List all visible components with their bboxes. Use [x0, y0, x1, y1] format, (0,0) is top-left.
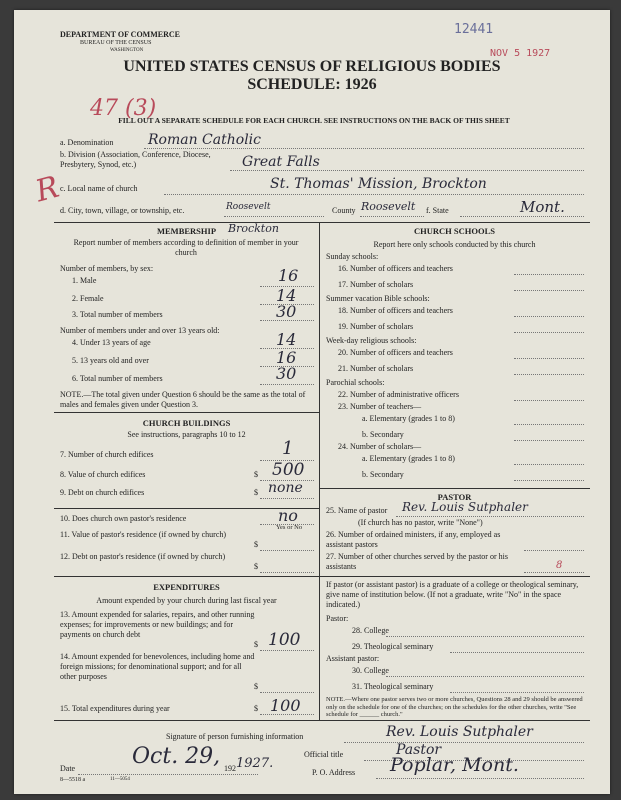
- red-handwritten-mark: 47 (3): [90, 96, 157, 121]
- form-title: UNITED STATES CENSUS OF RELIGIOUS BODIES: [123, 58, 501, 75]
- q24a-label: a. Elementary (grades 1 to 8): [362, 454, 455, 463]
- q15-value: 100: [270, 696, 301, 715]
- census-schedule-sheet: [14, 10, 610, 794]
- date-label: Date: [60, 764, 76, 773]
- serial-number: 12441: [454, 22, 494, 37]
- q14-dollar: $: [254, 682, 258, 691]
- divider-college: [319, 576, 590, 577]
- q11-dollar: $: [254, 540, 258, 549]
- q26-label: 26. Number of ordained ministers, if any, employed as assistant pastors: [326, 530, 501, 549]
- expenditures-intro: Amount expended by your church during last fiscal year: [96, 596, 277, 605]
- q5-value: 16: [276, 348, 297, 367]
- q25-label: 25. Name of pastor: [326, 506, 388, 515]
- weekday-heading: Week-day religious schools:: [326, 336, 417, 345]
- state-value: Mont.: [520, 198, 565, 216]
- date-value: Oct. 29,: [132, 744, 221, 769]
- q3-label: 3. Total number of members: [72, 310, 163, 319]
- department-label: DEPARTMENT OF COMMERCE: [60, 30, 181, 39]
- q25-value: Rev. Louis Sutphaler: [402, 500, 528, 514]
- division-label: b. Division (Association, Conference, Diocese, Presbytery, Synod, etc.): [60, 150, 211, 169]
- po-address-value: Poplar, Mont.: [390, 754, 519, 776]
- q1-value: 16: [278, 266, 299, 285]
- q31-label: 31. Theological seminary: [352, 682, 434, 691]
- grid-center-line: [319, 222, 320, 720]
- denomination-value: Roman Catholic: [148, 132, 261, 148]
- signature-value: Rev. Louis Sutphaler: [386, 724, 533, 740]
- q23a-label: a. Elementary (grades 1 to 8): [362, 414, 455, 423]
- q17-label: 17. Number of scholars: [338, 280, 414, 289]
- q27-label: 27. Number of other churches served by the pastor or his assistants: [326, 552, 508, 571]
- sex-heading: Number of members, by sex:: [60, 264, 154, 273]
- q16-label: 16. Number of officers and teachers: [338, 264, 453, 273]
- q23-label: 23. Number of teachers—: [338, 402, 422, 411]
- grid-top-line: [54, 222, 590, 223]
- official-title-value: Pastor: [396, 742, 442, 758]
- q12-dollar: $: [254, 562, 258, 571]
- q9-dollar: $: [254, 488, 258, 497]
- buildings-title: CHURCH BUILDINGS: [142, 418, 231, 428]
- q4-value: 14: [276, 330, 297, 349]
- q11-label: 11. Value of pastor's residence (if owned by church): [60, 530, 227, 539]
- division-value: Great Falls: [242, 154, 320, 170]
- q6-value: 30: [276, 364, 297, 383]
- local-name-label: c. Local name of church: [60, 184, 138, 193]
- q8-label: 8. Value of church edifices: [60, 470, 146, 479]
- q13-dollar: $: [254, 640, 258, 649]
- q27-value: 8: [556, 560, 563, 571]
- q9-value: none: [268, 480, 303, 496]
- q3-value: 30: [276, 302, 297, 321]
- q8-value: 500: [272, 460, 305, 480]
- parochial-heading: Parochial schools:: [326, 378, 385, 387]
- signature-label: Signature of person furnishing information: [166, 732, 304, 741]
- form-subtitle: SCHEDULE: 1926: [247, 76, 377, 93]
- q2-label: 2. Female: [72, 294, 104, 303]
- membership-title: MEMBERSHIP: [156, 226, 217, 236]
- q7-value: 1: [282, 438, 294, 459]
- q5-label: 5. 13 years old and over: [72, 356, 149, 365]
- city-label: WASHINGTON: [110, 48, 144, 53]
- q30-label: 30. College: [352, 666, 389, 675]
- q28-label: 28. College: [352, 626, 389, 635]
- bureau-label: BUREAU OF THE CENSUS: [80, 40, 152, 46]
- divider-pastor: [319, 488, 590, 489]
- expenditures-title: EXPENDITURES: [153, 582, 220, 592]
- q7-label: 7. Number of church edifices: [60, 450, 154, 459]
- red-r-mark: R: [31, 169, 63, 210]
- q21-label: 21. Number of scholars: [338, 364, 414, 373]
- q15-label: 15. Total expenditures during year: [60, 704, 170, 713]
- q24-label: 24. Number of scholars—: [338, 442, 422, 451]
- local-name-value: St. Thomas' Mission, Brockton: [270, 176, 487, 192]
- state-label: f. State: [426, 206, 449, 215]
- city-town-value: Roosevelt: [226, 202, 271, 212]
- q25-note: (If church has no pastor, write "None"): [358, 518, 483, 527]
- city-town-label: d. City, town, village, or township, etc.: [60, 206, 185, 215]
- q14-label: 14. Amount expended for benevolences, including home and foreign missions; for denominational support; and for all other purposes: [60, 652, 255, 681]
- q4-label: 4. Under 13 years of age: [72, 338, 151, 347]
- q10-label: 10. Does church own pastor's residence: [60, 514, 187, 523]
- form-number: 8—5518 a: [60, 777, 86, 783]
- q10-value: no: [278, 506, 298, 525]
- q18-label: 18. Number of officers and teachers: [338, 306, 453, 315]
- q29-label: 29. Theological seminary: [352, 642, 434, 651]
- q1-label: 1. Male: [72, 276, 97, 285]
- divider-expenditures: [54, 576, 319, 577]
- age-heading: Number of members under and over 13 years old:: [60, 326, 220, 335]
- summer-heading: Summer vacation Bible schools:: [326, 294, 430, 303]
- q23b-label: b. Secondary: [362, 430, 404, 439]
- q13-label: 13. Amount expended for salaries, repairs, and other running expenses; for improvements or new buildings; and for payments on church debt: [60, 610, 255, 639]
- assistant-subheading: Assistant pastor:: [326, 654, 380, 663]
- official-title-label: Official title: [304, 750, 344, 759]
- divider-buildings: [54, 412, 319, 413]
- instructions-line: FILL OUT A SEPARATE SCHEDULE FOR EACH CHURCH. SEE INSTRUCTIONS ON THE BACK OF THIS SHEET: [118, 116, 510, 125]
- q24b-label: b. Secondary: [362, 470, 404, 479]
- year-value: 1927.: [236, 756, 274, 771]
- denomination-label: a. Denomination: [60, 138, 114, 147]
- q12-label: 12. Debt on pastor's residence (if owned by church): [60, 552, 226, 561]
- q20-label: 20. Number of officers and teachers: [338, 348, 453, 357]
- grid-bottom-line: [54, 720, 590, 721]
- received-stamp: NOV 5 1927: [490, 48, 551, 59]
- print-number: 11—5054: [110, 777, 130, 782]
- buildings-intro: See instructions, paragraphs 10 to 12: [127, 430, 246, 439]
- brockton-note: Brockton: [228, 222, 279, 235]
- college-intro: If pastor (or assistant pastor) is a graduate of a college or theological seminary, give name of institution below. (If not a graduate, write "No" in the space indicated.): [326, 580, 579, 609]
- county-value: Roosevelt: [361, 200, 416, 213]
- schools-intro: Report here only schools conducted by this church: [373, 240, 536, 249]
- q13-value: 100: [268, 630, 301, 650]
- yes-no-hint: Yes or No: [276, 524, 303, 531]
- q8-dollar: $: [254, 470, 258, 479]
- q2-value: 14: [276, 286, 297, 305]
- q22-label: 22. Number of administrative officers: [338, 390, 459, 399]
- q9-label: 9. Debt on church edifices: [60, 488, 145, 497]
- pastor-note: NOTE.—Where one pastor serves two or more churches, Questions 28 and 29 should be answered only on the schedule for one of the churches; on the schedules for the other churches, write "See schedule for ______ church.": [326, 696, 583, 718]
- q6-label: 6. Total number of members: [72, 374, 163, 383]
- q19-label: 19. Number of scholars: [338, 322, 414, 331]
- pastor-title: PASTOR: [437, 492, 472, 502]
- sunday-heading: Sunday schools:: [326, 252, 379, 261]
- schools-title: CHURCH SCHOOLS: [414, 226, 495, 236]
- membership-note: NOTE.—The total given under Question 6 should be the same as the total of males and females given under Question 3.: [60, 390, 306, 409]
- year-prefix: 192: [224, 764, 236, 773]
- pastor-subheading: Pastor:: [326, 614, 349, 623]
- q15-dollar: $: [254, 704, 258, 713]
- membership-intro: Report number of members according to definition of member in your church: [73, 238, 299, 257]
- po-address-label: P. O. Address: [312, 768, 356, 777]
- county-label: County: [332, 206, 356, 215]
